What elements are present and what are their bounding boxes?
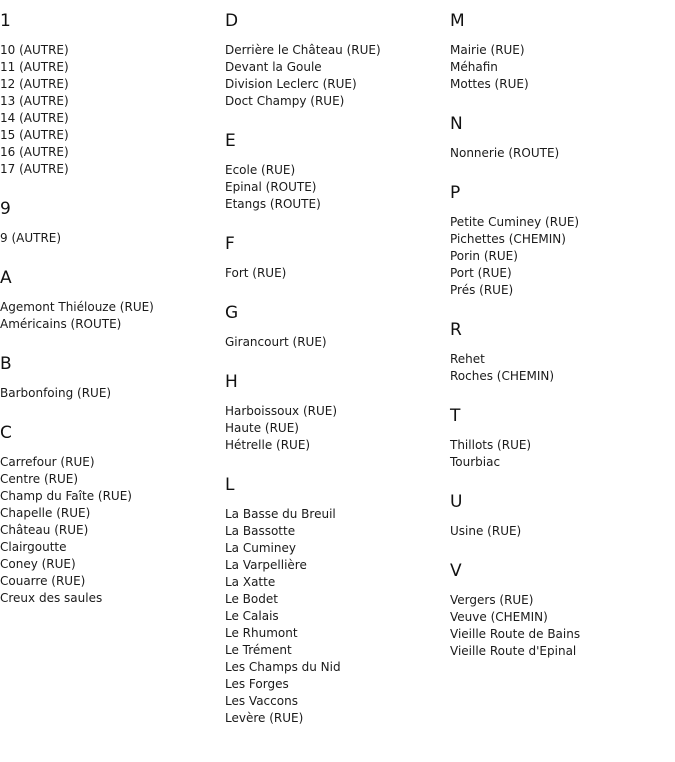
section-letter-heading: D xyxy=(225,11,239,31)
index-section xyxy=(225,474,445,727)
section-letter-heading: R xyxy=(450,320,462,340)
street-entry: 13 (AUTRE) xyxy=(0,94,69,108)
street-entry: Le Calais xyxy=(225,609,279,623)
street-entry: Les Vaccons xyxy=(225,694,298,708)
index-section xyxy=(225,233,445,282)
street-list xyxy=(225,506,445,727)
section-letter-heading: V xyxy=(450,561,462,581)
street-entry: Usine (RUE) xyxy=(450,524,522,538)
index-section xyxy=(450,405,670,471)
street-entry: Le Bodet xyxy=(225,592,278,606)
street-entry: Mairie (RUE) xyxy=(450,43,525,57)
index-section xyxy=(225,10,445,110)
index-section xyxy=(0,353,220,402)
index-column-2 xyxy=(225,10,445,747)
street-entry: Agemont Thiélouze (RUE) xyxy=(0,300,154,314)
street-entry: La Bassotte xyxy=(225,524,296,538)
street-entry: Coney (RUE) xyxy=(0,557,76,571)
street-list xyxy=(225,162,445,213)
index-section xyxy=(0,198,220,247)
section-letter-heading: F xyxy=(225,234,235,254)
section-letter-heading: C xyxy=(0,423,12,443)
street-list xyxy=(450,592,670,660)
section-letter-heading: 9 xyxy=(0,199,11,219)
street-entry: Haute (RUE) xyxy=(225,421,299,435)
index-section xyxy=(450,560,670,660)
street-entry: Chapelle (RUE) xyxy=(0,506,91,520)
street-entry: 17 (AUTRE) xyxy=(0,162,69,176)
street-entry: Doct Champy (RUE) xyxy=(225,94,345,108)
street-entry: La Cuminey xyxy=(225,541,296,555)
street-entry: Le Trément xyxy=(225,643,292,657)
street-entry: Derrière le Château (RUE) xyxy=(225,43,381,57)
street-list xyxy=(225,265,445,282)
street-entry: Vieille Route de Bains xyxy=(450,627,581,641)
street-list xyxy=(0,385,220,402)
index-section xyxy=(450,319,670,385)
street-entry: Vergers (RUE) xyxy=(450,593,534,607)
street-entry: Epinal (ROUTE) xyxy=(225,180,317,194)
section-letter-heading: N xyxy=(450,114,463,134)
street-entry: Roches (CHEMIN) xyxy=(450,369,555,383)
street-entry: Harboissoux (RUE) xyxy=(225,404,338,418)
section-letter-heading: L xyxy=(225,475,235,495)
index-section xyxy=(225,371,445,454)
street-entry: Mottes (RUE) xyxy=(450,77,529,91)
street-entry: 11 (AUTRE) xyxy=(0,60,69,74)
street-entry: Rehet xyxy=(450,352,485,366)
section-letter-heading: 1 xyxy=(0,11,11,31)
street-list xyxy=(0,230,220,247)
street-entry: Porin (RUE) xyxy=(450,249,518,263)
index-section xyxy=(450,491,670,540)
index-section xyxy=(450,182,670,299)
street-list xyxy=(225,403,445,454)
street-entry: Ecole (RUE) xyxy=(225,163,296,177)
street-entry: Nonnerie (ROUTE) xyxy=(450,146,560,160)
street-entry: 9 (AUTRE) xyxy=(0,231,62,245)
index-section xyxy=(450,113,670,162)
street-entry: Carrefour (RUE) xyxy=(0,455,95,469)
street-entry: Port (RUE) xyxy=(450,266,512,280)
street-entry: 15 (AUTRE) xyxy=(0,128,69,142)
street-entry: Vieille Route d'Epinal xyxy=(450,644,577,658)
street-entry: Les Champs du Nid xyxy=(225,660,341,674)
street-entry: Château (RUE) xyxy=(0,523,89,537)
street-list xyxy=(450,145,670,162)
street-entry: Américains (ROUTE) xyxy=(0,317,122,331)
street-entry: Hétrelle (RUE) xyxy=(225,438,311,452)
section-letter-heading: H xyxy=(225,372,238,392)
street-entry: Les Forges xyxy=(225,677,289,691)
street-list xyxy=(450,42,670,93)
street-list xyxy=(225,334,445,351)
index-section xyxy=(0,267,220,333)
street-entry: Centre (RUE) xyxy=(0,472,79,486)
section-letter-heading: U xyxy=(450,492,463,512)
street-entry: 14 (AUTRE) xyxy=(0,111,69,125)
street-entry: Petite Cuminey (RUE) xyxy=(450,215,580,229)
street-entry: Prés (RUE) xyxy=(450,283,514,297)
section-letter-heading: T xyxy=(450,406,461,426)
street-entry: Division Leclerc (RUE) xyxy=(225,77,357,91)
street-entry: Creux des saules xyxy=(0,591,103,605)
street-list xyxy=(450,523,670,540)
street-entry: 16 (AUTRE) xyxy=(0,145,69,159)
section-letter-heading: G xyxy=(225,303,239,323)
street-entry: Devant la Goule xyxy=(225,60,322,74)
street-entry: Levère (RUE) xyxy=(225,711,304,725)
index-section xyxy=(225,130,445,213)
street-list xyxy=(0,42,220,178)
index-column-1 xyxy=(0,10,220,627)
index-column-3 xyxy=(450,10,670,680)
street-entry: Etangs (ROUTE) xyxy=(225,197,321,211)
street-entry: Tourbiac xyxy=(450,455,501,469)
street-entry: Veuve (CHEMIN) xyxy=(450,610,548,624)
index-section xyxy=(450,10,670,93)
street-entry: 10 (AUTRE) xyxy=(0,43,69,57)
street-entry: Barbonfoing (RUE) xyxy=(0,386,112,400)
street-entry: Fort (RUE) xyxy=(225,266,287,280)
section-letter-heading: E xyxy=(225,131,236,151)
street-entry: Pichettes (CHEMIN) xyxy=(450,232,566,246)
street-list xyxy=(0,299,220,333)
street-list xyxy=(450,214,670,299)
street-list xyxy=(450,437,670,471)
street-entry: La Xatte xyxy=(225,575,276,589)
street-entry: Girancourt (RUE) xyxy=(225,335,327,349)
section-letter-heading: A xyxy=(0,268,12,288)
street-entry: La Basse du Breuil xyxy=(225,507,336,521)
street-entry: La Varpellière xyxy=(225,558,307,572)
street-entry: Champ du Faîte (RUE) xyxy=(0,489,132,503)
street-entry: Clairgoutte xyxy=(0,540,67,554)
index-section xyxy=(225,302,445,351)
section-letter-heading: M xyxy=(450,11,465,31)
section-letter-heading: B xyxy=(0,354,12,374)
street-entry: Le Rhumont xyxy=(225,626,298,640)
index-section xyxy=(0,422,220,607)
street-entry: Thillots (RUE) xyxy=(450,438,532,452)
street-entry: Méhafin xyxy=(450,60,498,74)
street-entry: 12 (AUTRE) xyxy=(0,77,69,91)
street-list xyxy=(450,351,670,385)
street-list xyxy=(225,42,445,110)
index-section xyxy=(0,10,220,178)
street-list xyxy=(0,454,220,607)
street-entry: Couarre (RUE) xyxy=(0,574,86,588)
section-letter-heading: P xyxy=(450,183,461,203)
